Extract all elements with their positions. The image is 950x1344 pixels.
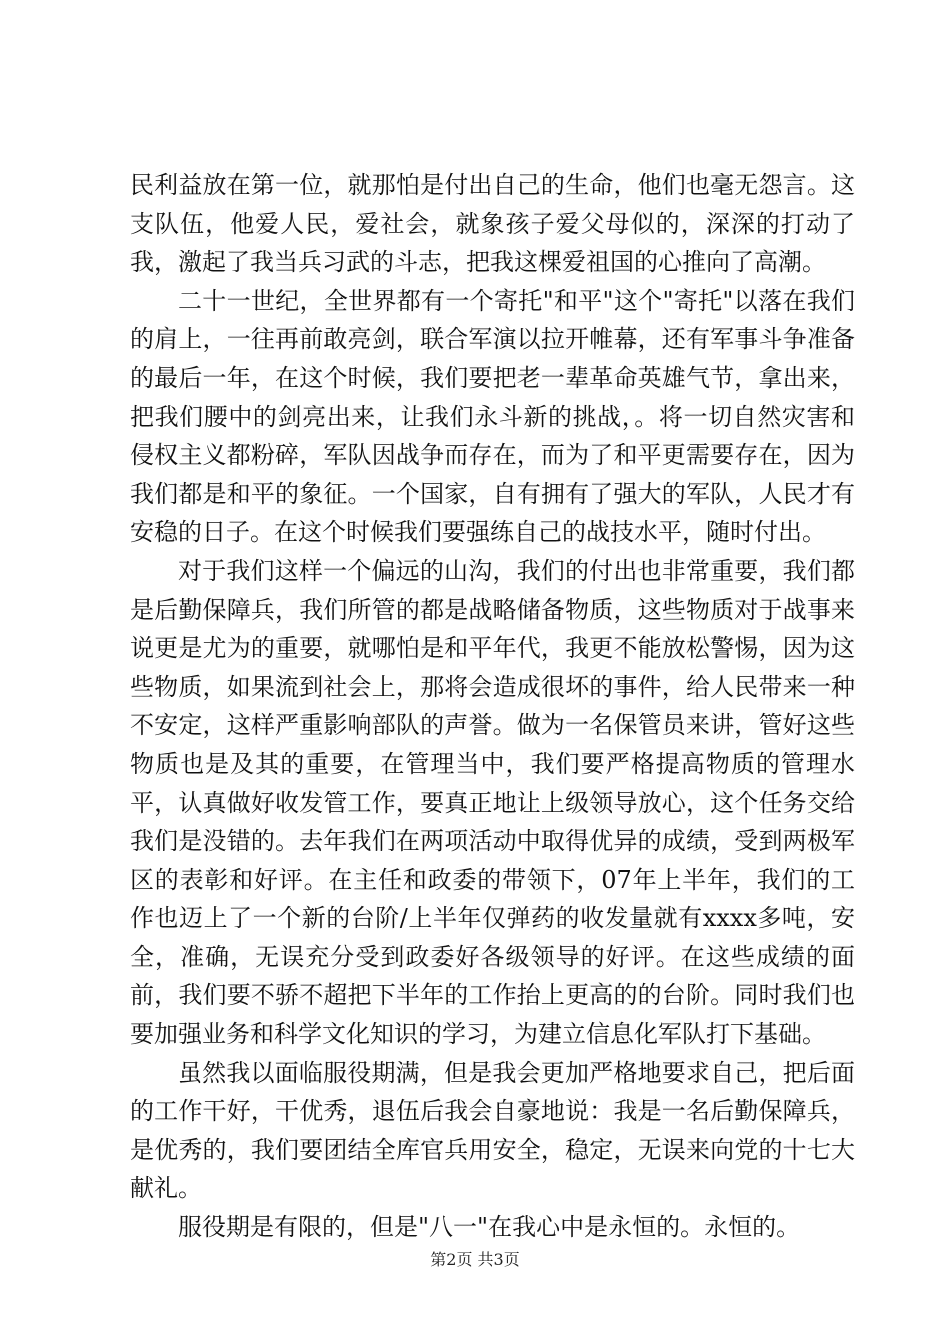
page-footer	[0, 1250, 950, 1270]
paragraph-5: 服役期是有限的，但是"八一"在我心中是永恒的。永恒的。	[178, 1213, 801, 1242]
document-body	[130, 166, 855, 1247]
paragraph-4: 虽然我以面临服役期满，但是我会更加严格地要求自己，把后面的工作干好，干优秀，退伍后我会自豪地说：我是一名后勤保障兵，是优秀的，我们要团结全库官兵用安全，稳定，无误来向党的十七大献礼。	[130, 1058, 855, 1203]
paragraph-3: 对于我们这样一个偏远的山沟，我们的付出也非常重要，我们都是后勤保障兵，我们所管的都是战略储备物质，这些物质对于战事来说更是尤为的重要，就哪怕是和平年代，我更不能放松警惕，因为这些物质，如果流到社会上，那将会造成很坏的事件，给人民带来一种不安定，这样严重影响部队的声誉。做为一名保管员来讲，管好这些物质也是及其的重要，在管理当中，我们要严格提高物质的管理水平，认真做好收发管工作，要真正地让上级领导放心，这个任务交给我们是没错的。去年我们在两项活动中取得优异的成绩，受到两极军区的表彰和好评。在主任和政委的带领下，07年上半年，我们的工作也迈上了一个新的台阶/上半年仅弹药的收发量就有xxxx多吨，安全，准确，无误充分受到政委好各级领导的好评。在这些成绩的面前，我们要不骄不超把下半年的工作抬上更高的的台阶。同时我们也要加强业务和科学文化知识的学习，为建立信息化军队打下基础。	[130, 556, 855, 1049]
paragraph-1: 民利益放在第一位，就那怕是付出自己的生命，他们也毫无怨言。这支队伍，他爱人民，爱社会，就象孩子爱父母似的，深深的打动了我，激起了我当兵习武的斗志，把我这棵爱祖国的心推向了高潮。	[130, 171, 855, 277]
paragraph-2: 二十一世纪，全世界都有一个寄托"和平"这个"寄托"以落在我们的肩上，一往再前敢亮剑，联合军演以拉开帷幕，还有军事斗争准备的最后一年，在这个时候，我们要把老一辈革命英雄气节，拿出来，把我们腰中的剑亮出来，让我们永斗新的挑战，。将一切自然灾害和侵权主义都粉碎，军队因战争而存在，而为了和平更需要存在，因为我们都是和平的象征。一个国家，自有拥有了强大的军队，人民才有安稳的日子。在这个时候我们要强练自己的战技水平，随时付出。	[130, 286, 855, 547]
page-number-label: 第2页 共3页	[430, 1250, 520, 1269]
